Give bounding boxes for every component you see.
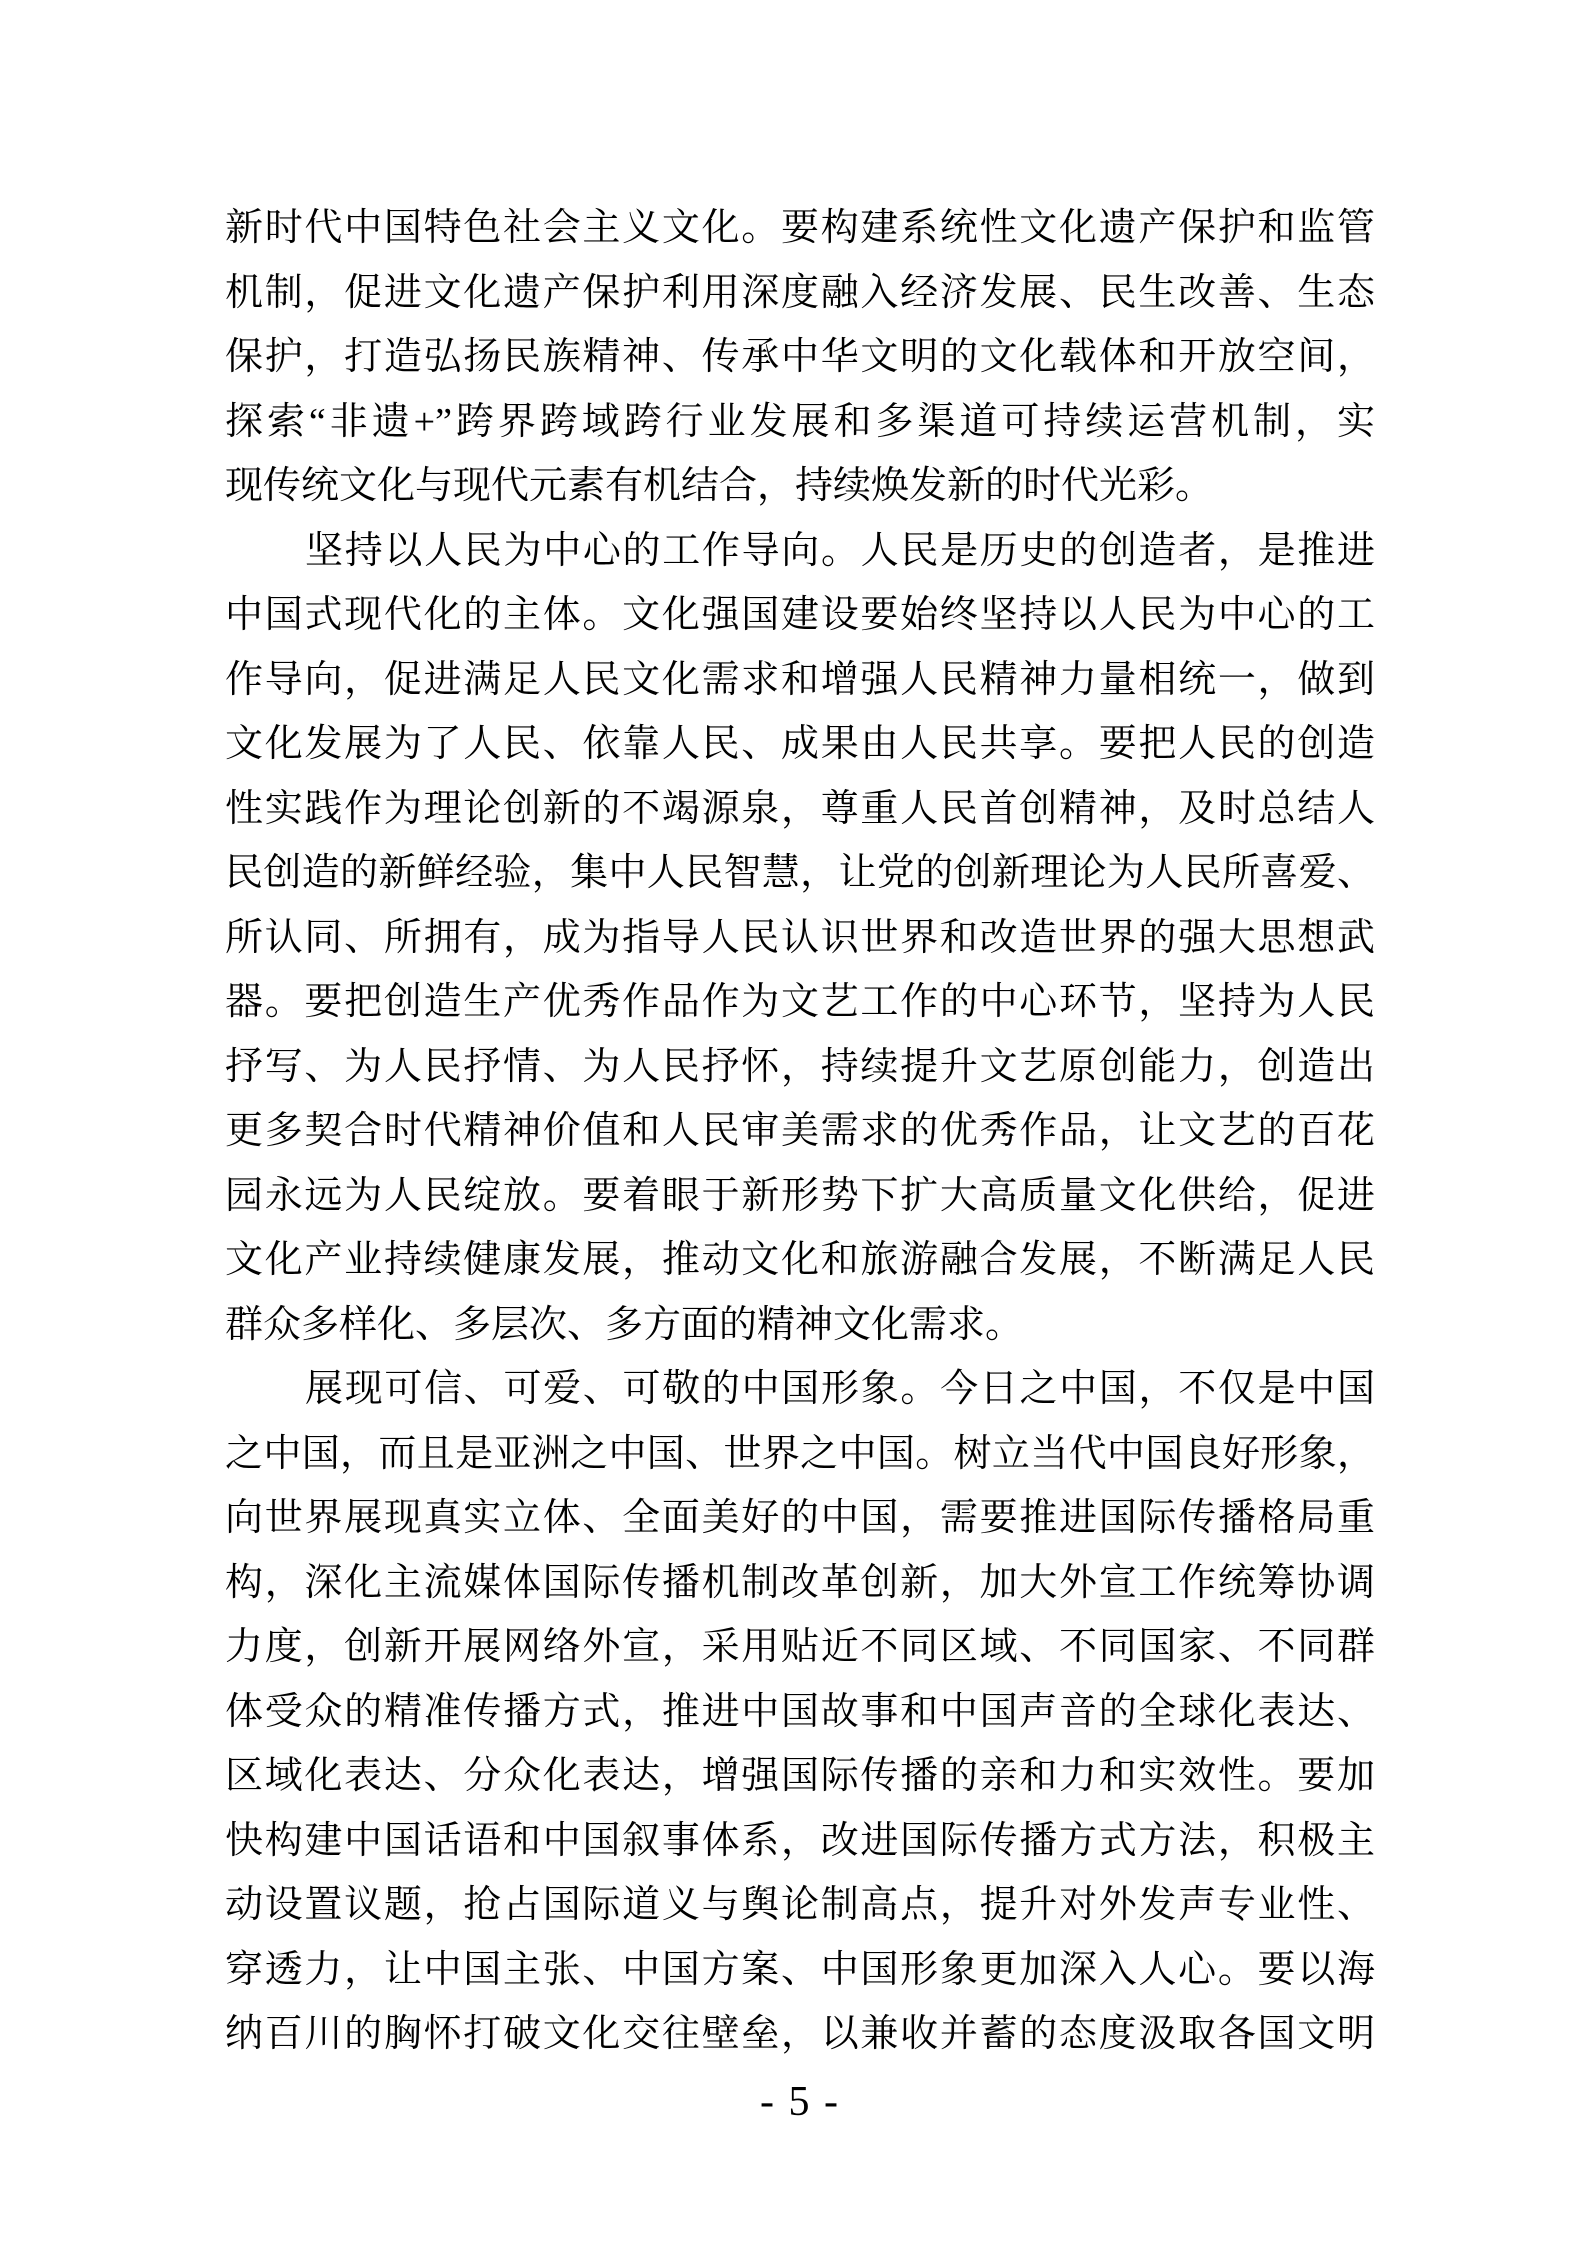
text-line: 文化产业持续健康发展，推动文化和旅游融合发展，不断满足人民 — [225, 1239, 1375, 1281]
text-line: 保护，打造弘扬民族精神、传承中华文明的文化载体和开放空间， — [225, 336, 1375, 378]
text-line: 之中国，而且是亚洲之中国、世界之中国。树立当代中国良好形象， — [225, 1432, 1375, 1475]
text-line: 力度，创新开展网络外宣，采用贴近不同区域、不同国家、不同群 — [225, 1626, 1375, 1668]
text-line: 坚持以人民为中心的工作导向。人民是历史的创造者，是推进 — [305, 529, 1375, 572]
text-line: 器。要把创造生产优秀作品作为文艺工作的中心环节，坚持为人民 — [225, 981, 1375, 1023]
page-number: - 5 - — [760, 2079, 840, 2125]
text-line: 所认同、所拥有，成为指导人民认识世界和改造世界的强大思想武 — [225, 916, 1375, 959]
text-line: 作导向，促进满足人民文化需求和增强人民精神力量相统一，做到 — [225, 658, 1375, 701]
text-line: 抒写、为人民抒情、为人民抒怀，持续提升文艺原创能力，创造出 — [225, 1045, 1375, 1088]
text-line: 区域化表达、分众化表达，增强国际传播的亲和力和实效性。要加 — [225, 1755, 1375, 1797]
text-line: 群众多样化、多层次、多方面的精神文化需求。 — [225, 1303, 1024, 1346]
text-line: 文化发展为了人民、依靠人民、成果由人民共享。要把人民的创造 — [225, 723, 1375, 765]
text-line: 机制，促进文化遗产保护利用深度融入经济发展、民生改善、生态 — [225, 271, 1375, 314]
text-line: 园永远为人民绽放。要着眼于新形势下扩大高质量文化供给，促进 — [225, 1174, 1375, 1217]
text-line: 快构建中国话语和中国叙事体系，改进国际传播方式方法，积极主 — [225, 1819, 1375, 1862]
text-line: 穿透力，让中国主张、中国方案、中国形象更加深入人心。要以海 — [225, 1948, 1375, 1991]
text-line: 体受众的精准传播方式，推进中国故事和中国声音的全球化表达、 — [225, 1690, 1375, 1733]
text-line: 纳百川的胸怀打破文化交往壁垒，以兼收并蓄的态度汲取各国文明 — [225, 2013, 1375, 2055]
text-line: 向世界展现真实立体、全面美好的中国，需要推进国际传播格局重 — [225, 1497, 1375, 1539]
text-line: 更多契合时代精神价值和人民审美需求的优秀作品，让文艺的百花 — [225, 1110, 1375, 1152]
text-line: 展现可信、可爱、可敬的中国形象。今日之中国，不仅是中国 — [305, 1368, 1375, 1410]
text-block — [225, 196, 1375, 2067]
text-line: 现传统文化与现代元素有机结合，持续焕发新的时代光彩。 — [225, 465, 1214, 507]
text-line: 动设置议题，抢占国际道义与舆论制高点，提升对外发声专业性、 — [225, 1884, 1375, 1926]
text-line: 民创造的新鲜经验，集中人民智慧，让党的创新理论为人民所喜爱、 — [225, 852, 1375, 894]
text-line: 新时代中国特色社会主义文化。要构建系统性文化遗产保护和监管 — [225, 207, 1375, 249]
text-line: 探索“非遗+”跨界跨域跨行业发展和多渠道可持续运营机制，实 — [225, 400, 1375, 443]
text-line: 性实践作为理论创新的不竭源泉，尊重人民首创精神，及时总结人 — [225, 787, 1375, 830]
text-line: 构，深化主流媒体国际传播机制改革创新，加大外宣工作统筹协调 — [225, 1561, 1375, 1604]
text-line: 中国式现代化的主体。文化强国建设要始终坚持以人民为中心的工 — [225, 594, 1375, 636]
